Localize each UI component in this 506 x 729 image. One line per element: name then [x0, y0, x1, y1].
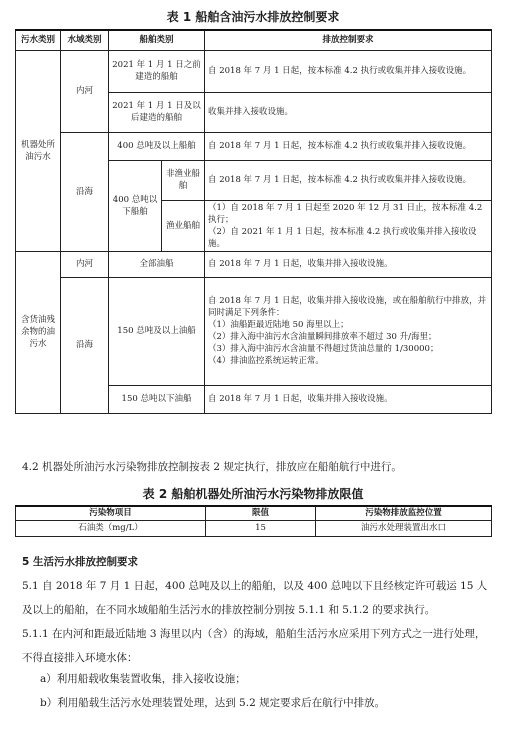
header-pollutant: 污染物项目	[16, 506, 206, 521]
requirement-cell	[205, 277, 492, 385]
table1	[15, 29, 492, 414]
header-limit: 限值	[206, 506, 316, 521]
requirement-cell: 自 2018 年 7 月 1 日起，按本标准 4.2 执行或收集并排入接收设施。	[205, 132, 492, 160]
requirement-line: （3）排入海中油污水含油量不得超过货油总量的 1/30000；	[208, 344, 439, 354]
water-coastal: 沿海	[61, 132, 109, 251]
header-wastewater-type: 污水类别	[16, 30, 61, 50]
item-b: b）利用船载生活污水处理装置处理，达到 5.2 规定要求后在航行中排放。	[40, 697, 386, 709]
ship-cell: 150 总吨以下油船	[109, 385, 205, 413]
ship-group-cell: 400 总吨以下船舶	[109, 160, 162, 251]
paragraph-4-2: 4.2 机器处所油污水污染物排放控制按表 2 规定执行，排放应在船舶航行中进行。	[22, 461, 402, 473]
section-5-heading: 5 生活污水排放控制要求	[22, 556, 138, 568]
ship-cell: 2021 年 1 月 1 日及以后建造的船舶	[109, 92, 205, 132]
requirement-cell: 自 2018 年 7 月 1 日起，收集并排入接收设施。	[205, 251, 492, 277]
requirement-line: （4）排油监控系统运转正常。	[208, 356, 324, 366]
ship-cell: 渔业船舶	[162, 200, 205, 251]
requirement-line: 自 2018 年 7 月 1 日起，收集并排入接收设施，或在船舶航行中排放，并同时满足下列条件：	[208, 296, 487, 318]
limit-cell: 15	[206, 521, 316, 537]
requirement-line: （1）自 2018 年 7 月 1 日起至 2020 年 12 月 31 日止，按本标准 4.2 执行；	[208, 202, 483, 225]
ship-cell: 非渔业船舶	[162, 160, 205, 200]
water-coastal: 沿海	[61, 277, 109, 413]
table-row	[16, 277, 492, 385]
header-ship-type: 船舶类别	[109, 30, 205, 50]
table-row	[16, 521, 492, 537]
requirement-cell: 自 2018 年 7 月 1 日起，收集并排入接收设施。	[205, 385, 492, 413]
table1-title: 表 1 船舶含油污水排放控制要求	[166, 10, 340, 24]
requirement-cell: 自 2018 年 7 月 1 日起，按本标准 4.2 执行或收集并排入接收设施。	[205, 50, 492, 92]
header-monitoring-location: 污染物排放监控位置	[316, 506, 492, 521]
category-machinery: 机器处所油污水	[16, 50, 61, 251]
requirement-cell: 自 2018 年 7 月 1 日起，按本标准 4.2 执行或收集并排入接收设施。	[205, 160, 492, 200]
table2-header-row	[16, 506, 492, 521]
water-inland: 内河	[61, 251, 109, 277]
category-cargo: 含货油残余物的油污水	[16, 251, 61, 413]
table2	[15, 505, 492, 537]
location-cell: 油污水处理装置出水口	[316, 521, 492, 537]
requirement-line: （2）排入海中油污水含油量瞬间排放率不超过 30 升/海里；	[208, 332, 437, 342]
pollutant-cell: 石油类（mg/L）	[16, 521, 206, 537]
table2-title: 表 2 船舶机器处所油污水污染物排放限值	[142, 487, 364, 501]
water-inland: 内河	[61, 50, 109, 132]
ship-cell: 2021 年 1 月 1 日之前建造的船舶	[109, 50, 205, 92]
requirement-cell	[205, 200, 492, 251]
requirement-cell: 收集并排入接收设施。	[205, 92, 492, 132]
item-a: a）利用船载收集装置收集，排入接收设施；	[40, 673, 246, 685]
requirement-line: （1）油船距最近陆地 50 海里以上；	[208, 320, 349, 330]
requirement-line: （2）自 2021 年 1 月 1 日起，按本标准 4.2 执行或收集并排入接收设施。	[208, 226, 477, 249]
table-row	[16, 251, 492, 277]
header-water-area: 水域类别	[61, 30, 109, 50]
header-discharge-requirement: 排放控制要求	[205, 30, 492, 50]
table1-header-row	[16, 30, 492, 50]
table-row	[16, 50, 492, 92]
paragraph-5-1: 5.1 自 2018 年 7 月 1 日起，400 总吨及以上的船舶，以及 400 总吨以下且经核定许可载运 15 人及以上的船舶，在不同水域船舶生活污水的排放控制分别按 5.1.1 和 5.1.2 的要求执行。	[22, 580, 488, 616]
ship-cell: 400 总吨及以上船舶	[109, 132, 205, 160]
table-row	[16, 132, 492, 160]
ship-cell: 150 总吨及以上油船	[109, 277, 205, 385]
paragraph-5-1-1: 5.1.1 在内河和距最近陆地 3 海里以内（含）的海域，船舶生活污水应采用下列方式之一进行处理，不得直接排入环境水体：	[22, 628, 486, 664]
ship-cell: 全部油船	[109, 251, 205, 277]
